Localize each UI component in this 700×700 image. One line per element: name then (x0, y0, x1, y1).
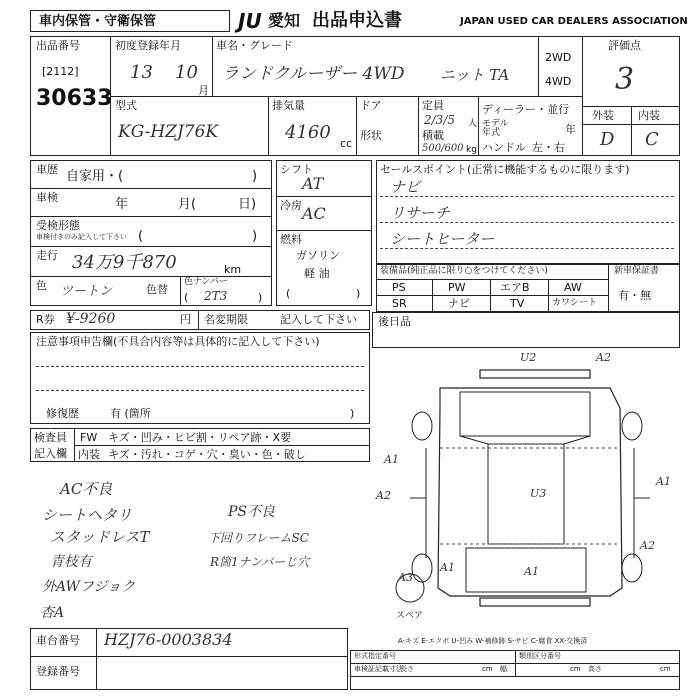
mark-10: A1 (440, 561, 455, 574)
exterior-grade: D (600, 129, 615, 150)
mileage-label: 走行 (36, 249, 58, 262)
logo: JU (238, 9, 262, 33)
equip-navi: ナビ (448, 297, 470, 310)
class-no-label: 類別区分番号 (519, 652, 561, 660)
mark-7: U3 (530, 487, 547, 500)
roof (488, 444, 564, 544)
selling-point-2: リサーチ (390, 204, 450, 222)
inspection-year: 年 (115, 197, 129, 212)
mileage-unit: km (224, 263, 242, 276)
width-label: 幅 (500, 665, 507, 673)
year-unit: 年 (565, 123, 576, 136)
spare-label: スペア (396, 611, 424, 621)
selling-point-1: ナビ (390, 178, 421, 196)
color-open: ( (184, 291, 189, 304)
history-value: 自家用・( (66, 169, 124, 184)
lot-number: 30633 (36, 86, 113, 111)
model-label: 型式 (115, 99, 137, 112)
door-label: ドア (360, 99, 382, 112)
receipt-label: 受検形態 (36, 219, 80, 232)
fw-label: FW (80, 431, 98, 444)
width-cm: cm (570, 665, 581, 673)
interior-grade: C (645, 129, 659, 150)
inspector-label-1: 検査員 (34, 431, 67, 444)
inspection-label: 車検 (36, 191, 58, 204)
model-value: KG-HZJ76K (118, 122, 219, 142)
grade-label: 評価点 (608, 39, 641, 52)
legend: A-キズ E-エクボ U-凹み W-補修跡 S-サビ C-腐食 XX-交換済 (398, 637, 588, 645)
type-no-label: 形式指定番号 (354, 652, 396, 660)
name-change-label: 名変期限 (204, 313, 248, 326)
wheel-front-right (622, 412, 642, 440)
selling-points-label: セールスポイント(正常に機能するものに限ります) (380, 163, 630, 176)
repair-value: 有 (箇所 (110, 407, 151, 420)
shape-label: 形状 (360, 129, 382, 142)
in-label: 内装 (78, 448, 100, 461)
color-no: 2T3 (204, 289, 228, 303)
interior-label: 内装 (638, 109, 660, 122)
dealer-label: ディーラー・並行 (482, 103, 570, 116)
grade-score: 3 (615, 62, 635, 97)
color-label: 色 (36, 279, 47, 292)
recycle-label: R券 (36, 313, 55, 326)
shift-label: シフト (280, 163, 313, 176)
fuel-gas: ガソリン (296, 249, 340, 262)
remark-left-3: スタッドレスT (50, 528, 150, 546)
handle-options: 左・右 (532, 141, 565, 154)
remark-left-6: 杏A (40, 605, 65, 621)
car-name: ランドクルーザー 4WD (222, 64, 405, 84)
mark-5: A1 (656, 475, 671, 488)
displacement-value: 4160 (285, 122, 331, 143)
mark-4: A2 (376, 489, 391, 502)
history-label: 車歴 (36, 163, 58, 176)
remark-left-1: AC不良 (60, 480, 113, 498)
capacity-label: 定員 (422, 99, 444, 112)
load-label: 積載 (422, 129, 444, 142)
equip-aw: AW (564, 281, 582, 294)
car-name-tail: ニット TA (440, 66, 510, 84)
hood (460, 392, 590, 436)
cc-unit: cc (340, 137, 353, 150)
wheel-rear-left (412, 554, 432, 582)
mark-2: A2 (596, 351, 611, 364)
mark-3: A1 (384, 453, 399, 466)
wheel-rear-right (622, 554, 642, 582)
drive-2wd: 2WD (545, 51, 572, 64)
equip-leather: カワシート (552, 298, 598, 308)
remark-right-2: 下回りフレームSC (208, 531, 309, 545)
mark-1: U2 (520, 351, 537, 364)
recycle-yen: 円 (180, 313, 191, 326)
rear-bumper (480, 598, 590, 606)
remark-right-3: R箇1ナンバーじ穴 (210, 555, 310, 569)
fuel-diesel: 軽 油 (304, 267, 330, 280)
history-close: ) (252, 169, 258, 184)
color-no-label: 色ナンバー (184, 277, 228, 287)
height-cm: cm (660, 665, 671, 673)
ac-value: AC (302, 204, 326, 223)
ac-label: 冷房 (280, 199, 302, 212)
lot-label: 出品番号 (36, 39, 80, 52)
remark-left-5: 外AWフジョク (42, 579, 136, 595)
warranty-label: 新車保証書 (614, 266, 660, 276)
warranty-options: 有・無 (618, 289, 651, 302)
recycle-value: ¥-9260 (66, 311, 116, 327)
inspection-day: 日) (238, 197, 257, 212)
mark-6: A2 (640, 539, 655, 552)
first-reg-label: 初度登録年月 (115, 39, 181, 52)
capacity-value: 2/3/5 (424, 113, 455, 127)
storage-title: 車内保管・守衛保管 (39, 14, 157, 29)
repair-label: 修復歴 (46, 407, 79, 420)
chassis-label: 車台番号 (36, 634, 80, 647)
color-close: ) (258, 291, 263, 304)
remark-right-1: PS不良 (228, 504, 276, 520)
storage-title-box (30, 10, 230, 32)
fuel-label: 燃料 (280, 233, 302, 246)
person-unit: 人 (468, 119, 478, 129)
receipt-close: ) (252, 229, 258, 244)
fuel-open: ( (286, 287, 291, 300)
displacement-label: 排気量 (272, 99, 305, 112)
receipt-note: 車検付きのみ記入して下さい (36, 233, 127, 241)
rear-items-label: 後日品 (378, 315, 411, 328)
remark-left-4: 青枝有 (50, 554, 92, 570)
inspector-label-2: 記入欄 (34, 447, 67, 460)
repair-close: ) (350, 407, 355, 420)
mark-9: A3 (398, 571, 413, 584)
fuel-close: ) (356, 287, 361, 300)
car-damage-diagram (370, 348, 680, 628)
model-year-label: モデル年式 (482, 119, 509, 138)
car-name-label: 車名・グレード (216, 39, 293, 52)
form-title: 出品申込書 (312, 10, 402, 31)
reg-label: 登録番号 (36, 665, 80, 678)
front-bumper (480, 370, 590, 378)
chassis-value: HZJ76-0003834 (104, 630, 233, 649)
remark-left-2: シートヘタリ (42, 506, 133, 524)
fw-items: キズ・凹み・ヒビ割・リペア跡・X要 (108, 431, 292, 444)
lot-bracket-code: [2112] (42, 65, 79, 78)
equip-pw: PW (448, 281, 466, 294)
equip-tv: TV (510, 297, 525, 310)
receipt-open: ( (138, 229, 144, 244)
dimension-label: 車検証記載寸法 (354, 665, 403, 673)
mark-8: A1 (524, 565, 539, 578)
exterior-label: 外装 (592, 109, 614, 122)
height-label: 高さ (588, 665, 602, 673)
first-reg-year: 13 (130, 62, 153, 83)
color-value: ツートン (60, 284, 113, 299)
month-unit: 月 (198, 84, 209, 97)
equip-ps: PS (392, 281, 406, 294)
length-label: 長さ (400, 665, 414, 673)
wheel-front-left (412, 412, 432, 440)
name-change-note: 記入して下さい (280, 313, 357, 326)
handle-label: ハンドル (482, 141, 526, 154)
equip-sr: SR (392, 297, 407, 310)
in-items: キズ・汚れ・コゲ・穴・臭い・色・破し (108, 448, 306, 461)
association: JAPAN USED CAR DEALERS ASSOCIATION (460, 16, 688, 27)
notes-label: 注意事項申告欄(不具合内容等は具体的に記入して下さい) (36, 335, 320, 348)
mileage-value: 34万9千870 (72, 252, 177, 273)
load-value: 500/600 (422, 143, 464, 154)
inspection-month: 月( (178, 197, 197, 212)
equipment-label: 装備品(純正品に限り○をつけてください) (380, 266, 548, 276)
rear-items-frame (372, 312, 680, 348)
shift-value: AT (302, 174, 324, 193)
kg-unit: kg (466, 145, 477, 155)
color-change-label: 色替 (146, 283, 168, 296)
drive-4wd: 4WD (545, 75, 572, 88)
selling-point-3: シートヒーター (390, 230, 495, 248)
length-cm: cm (482, 665, 493, 673)
equip-airbag: エアB (500, 281, 530, 294)
region: 愛知 (268, 11, 301, 30)
first-reg-month: 10 (175, 62, 198, 83)
